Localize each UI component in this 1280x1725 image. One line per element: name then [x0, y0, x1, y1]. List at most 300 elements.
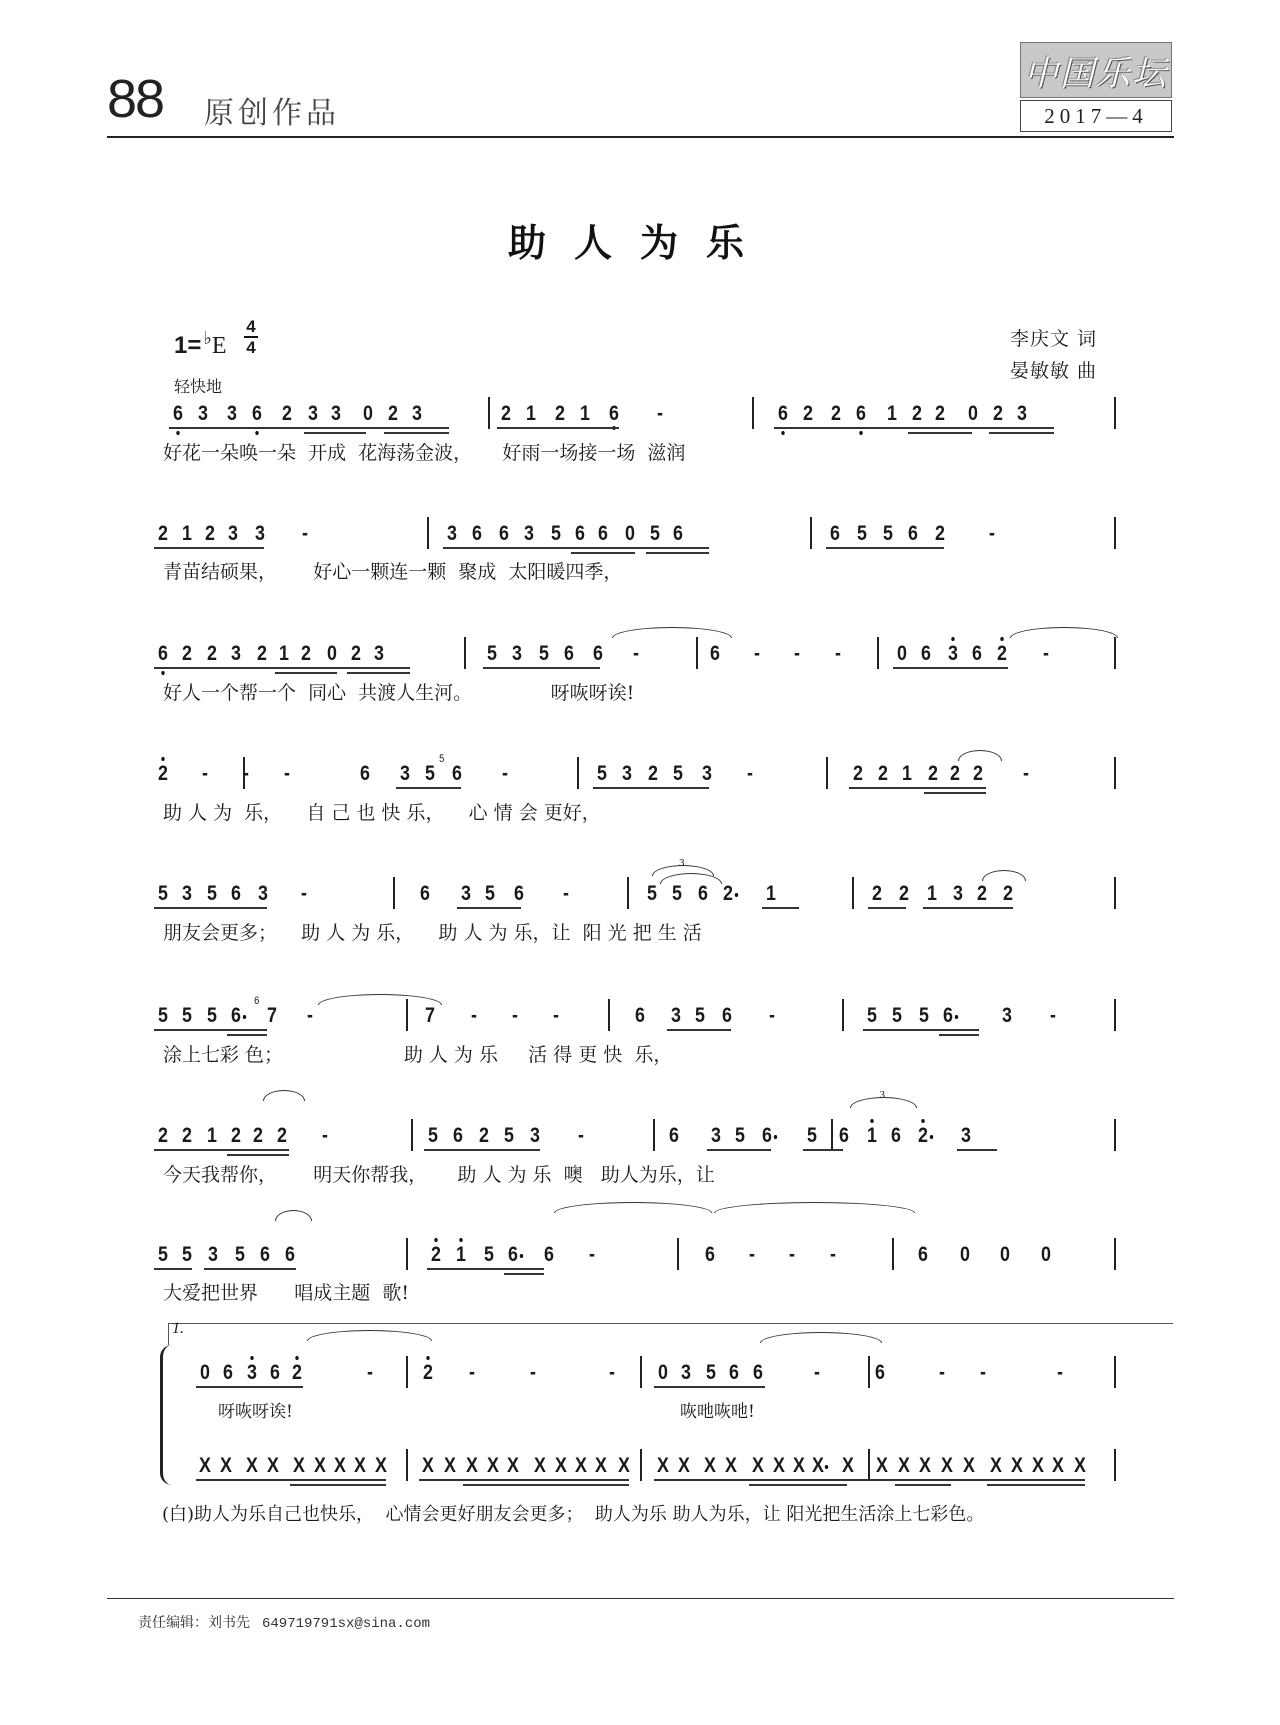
note: [944, 642, 963, 666]
note-glyph: 6: [285, 1243, 295, 1266]
note-glyph: -: [835, 642, 841, 665]
octave-up-dot: [250, 1356, 253, 1360]
note-glyph: 2: [648, 762, 658, 785]
note: [560, 642, 579, 666]
note-glyph: 7: [267, 1004, 277, 1027]
note-glyph: X: [1052, 1454, 1064, 1477]
note: [154, 882, 173, 906]
bar-line: [842, 999, 844, 1031]
bar-line: [1114, 637, 1116, 669]
note: [154, 1124, 173, 1148]
note-glyph: X: [704, 1454, 716, 1477]
note: [421, 1004, 440, 1028]
lyric-line: 大爱把世界 唱成主题 歌!: [163, 1282, 409, 1304]
beam-underline: [644, 787, 709, 789]
rhythm-note: [419, 1454, 438, 1478]
note-glyph: 6: [673, 522, 683, 545]
note-glyph: -: [502, 762, 508, 785]
note-glyph: 6: [173, 402, 183, 425]
note: [719, 882, 738, 906]
note-glyph: -: [322, 1124, 328, 1147]
note-glyph: 5: [892, 1004, 902, 1027]
note: [915, 1004, 934, 1028]
bar-line: [831, 1119, 833, 1151]
octave-down-dot: [781, 431, 784, 435]
note-glyph: 6: [544, 1243, 554, 1266]
sustain-dash: [295, 882, 314, 906]
note: [227, 1124, 246, 1148]
beam-underline-double: [227, 1154, 289, 1156]
note-glyph: 5: [597, 762, 607, 785]
rhythm-note: [484, 1454, 503, 1478]
rhythm-note: [331, 1454, 350, 1478]
note-glyph: 5: [672, 882, 682, 905]
note: [669, 522, 688, 546]
sustain-dash: [808, 1361, 827, 1385]
note: [863, 1004, 882, 1028]
slur-tie: [958, 750, 1002, 761]
note: [874, 762, 893, 786]
beam-underline-double: [895, 1484, 951, 1486]
note: [203, 882, 222, 906]
note: [540, 1243, 559, 1267]
note: [665, 1124, 684, 1148]
note-glyph: 5: [158, 1004, 168, 1027]
note-glyph: 3: [400, 762, 410, 785]
key-equals: =: [187, 332, 202, 359]
note: [669, 762, 688, 786]
note: [917, 642, 936, 666]
note-glyph: 2: [977, 882, 987, 905]
note-glyph: 2: [973, 762, 983, 785]
rhythm-note: [1049, 1454, 1068, 1478]
beam-underline: [359, 427, 449, 429]
note-glyph: 3: [530, 1124, 540, 1147]
note-glyph: 1: [207, 1124, 217, 1147]
note-glyph: -: [989, 522, 995, 545]
note-glyph: 5: [158, 1243, 168, 1266]
rhythm-note: [552, 1454, 571, 1478]
octave-up-dot: [434, 1238, 437, 1242]
note: [946, 762, 965, 786]
note-glyph: 3: [948, 642, 958, 665]
note-glyph: 2: [993, 402, 1003, 425]
rhythm-note: [217, 1454, 236, 1478]
note: [594, 522, 613, 546]
note-glyph: -: [814, 1361, 820, 1384]
note-glyph: 5: [425, 762, 435, 785]
note: [547, 522, 566, 546]
rhythm-note: [572, 1454, 591, 1478]
note: [356, 762, 375, 786]
note: [749, 1361, 768, 1385]
section-title: 原创作品: [204, 96, 340, 131]
bar-line: [608, 999, 610, 1031]
note: [923, 882, 942, 906]
sustain-dash: [361, 1361, 380, 1385]
note-glyph: -: [553, 1004, 559, 1027]
sustain-dash: [301, 1004, 320, 1028]
lyric-line: 助 人 为 乐， 自 己 也 快 乐， 心 情 会 更好，: [163, 802, 601, 824]
note: [254, 882, 273, 906]
rhythm-note: [351, 1454, 370, 1478]
note-glyph: 5: [485, 882, 495, 905]
beam-underline-double: [290, 1484, 386, 1486]
note-glyph: 3: [447, 522, 457, 545]
note: [654, 1361, 673, 1385]
note-glyph: 3: [227, 402, 237, 425]
note-glyph: -: [578, 1124, 584, 1147]
note-glyph: X: [334, 1454, 346, 1477]
note-glyph: 5: [182, 1243, 192, 1266]
note-glyph: 2: [997, 642, 1007, 665]
note-glyph: 3: [953, 882, 963, 905]
slur-tie: [307, 1330, 432, 1341]
note: [888, 1004, 907, 1028]
beam-underline: [667, 1029, 731, 1031]
note-glyph: X: [618, 1454, 630, 1477]
note-glyph: X: [1074, 1454, 1086, 1477]
note-glyph: 2: [158, 1124, 168, 1147]
note-glyph: X: [876, 1454, 888, 1477]
volta-label: 1.: [172, 1320, 184, 1337]
note-glyph: X: [487, 1454, 499, 1477]
note-glyph: -: [563, 882, 569, 905]
note-glyph: 6: [598, 522, 608, 545]
note-glyph: 2: [935, 402, 945, 425]
note: [439, 753, 467, 786]
rhythm-note: [960, 1454, 979, 1478]
note: [707, 1124, 726, 1148]
note: [323, 642, 342, 666]
sustain-dash: [278, 762, 297, 786]
note: [871, 1361, 890, 1385]
note: [887, 1124, 906, 1148]
note-glyph: X: [842, 1454, 854, 1477]
note-glyph: 5: [207, 1004, 217, 1027]
note: [535, 642, 554, 666]
note-glyph: 2: [723, 882, 733, 905]
rhythm-note: [916, 1454, 935, 1478]
note-glyph: X: [199, 1454, 211, 1477]
bar-line: [1114, 1356, 1116, 1388]
sustain-dash: [748, 642, 767, 666]
note: [510, 882, 529, 906]
note: [931, 522, 950, 546]
key-note: E: [211, 333, 227, 359]
note-glyph: X: [990, 1454, 1002, 1477]
note-glyph: -: [789, 1243, 795, 1266]
note-glyph: 6: [943, 1004, 953, 1027]
sustain-dash: [933, 1361, 952, 1385]
note: [266, 1361, 285, 1385]
lyric-line: 涂上七彩 色； 助 人 为 乐 活 得 更 快 乐，: [163, 1044, 673, 1066]
lyric-line: 好人一个帮一个 同心 共渡人生河。 呀咴呀诶!: [163, 682, 635, 704]
octave-down-dot: [176, 431, 179, 435]
magazine-logo: 中国乐坛: [1020, 42, 1172, 98]
octave-up-dot: [951, 637, 954, 641]
bar-line: [406, 1238, 408, 1270]
octave-up-dot: [870, 1119, 873, 1123]
note: [968, 642, 987, 666]
note: [275, 642, 294, 666]
note-glyph: 5: [919, 1004, 929, 1027]
note-glyph: 6: [360, 762, 370, 785]
note-glyph: 6: [908, 522, 918, 545]
note-glyph: 6: [508, 1243, 518, 1266]
note: [178, 1243, 197, 1267]
note-glyph: 2: [479, 1124, 489, 1147]
note-glyph: X: [575, 1454, 587, 1477]
sustain-dash: [583, 1243, 602, 1267]
note: [254, 995, 282, 1028]
note-glyph: 3: [228, 522, 238, 545]
bar-line: [1114, 877, 1116, 909]
note-glyph: -: [301, 882, 307, 905]
note-glyph: -: [284, 762, 290, 785]
bar-line: [1114, 1449, 1116, 1481]
rhythm-note: [441, 1454, 460, 1478]
note-glyph: 6: [698, 882, 708, 905]
note-glyph: 6: [223, 1361, 233, 1384]
note-glyph: X: [422, 1454, 434, 1477]
note: [203, 642, 222, 666]
note: [826, 522, 845, 546]
lyric-line: 今天我帮你， 明天你帮我， 助 人 为 乐 噢 助人为乐，让: [163, 1164, 715, 1186]
bar-line: [640, 1356, 642, 1388]
note-glyph: 2: [431, 1243, 441, 1266]
note: [304, 402, 323, 426]
bar-line: [852, 877, 854, 909]
note-glyph: -: [830, 1243, 836, 1266]
issue-number: 2017—4: [1020, 100, 1172, 132]
bar-line: [577, 757, 579, 789]
note-glyph: 3: [671, 1004, 681, 1027]
note: [500, 1124, 519, 1148]
rhythm-note: [463, 1454, 482, 1478]
beam-underline: [898, 787, 986, 789]
note-glyph: 0: [327, 642, 337, 665]
note-glyph: -: [307, 1004, 313, 1027]
composer-credit: 晏敏敏 曲: [1010, 360, 1098, 382]
note: [526, 1124, 545, 1148]
note-glyph: X: [293, 1454, 305, 1477]
note-glyph: 6: [260, 1243, 270, 1266]
note-glyph: -: [202, 762, 208, 785]
note-glyph: 6: [729, 1361, 739, 1384]
note: [370, 642, 389, 666]
rhythm-note: [895, 1454, 914, 1478]
rhythm-note: [654, 1454, 673, 1478]
sustain-dash: [547, 1004, 566, 1028]
note-glyph: 3: [681, 1361, 691, 1384]
note: [914, 1124, 933, 1148]
rhythm-note: [701, 1454, 720, 1478]
note-glyph: -: [980, 1361, 986, 1384]
note: [827, 402, 846, 426]
note: [396, 762, 415, 786]
slur-tie: [982, 870, 1026, 881]
note-glyph: X: [466, 1454, 478, 1477]
note-glyph: 5: [235, 1243, 245, 1266]
bar-line: [464, 637, 466, 669]
note: [725, 1361, 744, 1385]
sustain-dash: [783, 1243, 802, 1267]
beam-underline-double: [275, 672, 337, 674]
note-glyph: 2: [803, 402, 813, 425]
note-glyph: 6: [472, 522, 482, 545]
octave-up-dot: [1000, 637, 1003, 641]
note-glyph: 2: [158, 762, 168, 785]
note-glyph: X: [354, 1454, 366, 1477]
note: [893, 642, 912, 666]
note: [227, 1004, 246, 1028]
note-glyph: 6: [918, 1243, 928, 1266]
octave-down-dot: [161, 671, 164, 675]
note: [957, 1124, 976, 1148]
note-glyph: 3: [461, 882, 471, 905]
note-glyph: 5: [883, 522, 893, 545]
sustain-dash: [743, 1243, 762, 1267]
note-glyph: 3: [524, 522, 534, 545]
note-glyph: X: [773, 1454, 785, 1477]
sustain-dash: [651, 402, 670, 426]
note-glyph: 7: [425, 1004, 435, 1027]
note: [281, 1243, 300, 1267]
note: [883, 402, 902, 426]
beam-underline: [803, 1149, 843, 1151]
sustain-dash: [296, 522, 315, 546]
sustain-dash: [237, 762, 256, 786]
beam-underline-double: [571, 552, 635, 554]
slur-tie: [612, 627, 732, 638]
note: [589, 642, 608, 666]
augmentation-dot: [520, 1254, 523, 1258]
note-glyph: 2: [918, 1124, 928, 1147]
note-glyph: 2: [950, 762, 960, 785]
sustain-dash: [316, 1124, 335, 1148]
spoken-text: (白)助人为乐自己也快乐， 心情会更好朋友会更多； 助人为乐 助人为乐，让 阳光把生活涂上七彩色。: [162, 1504, 985, 1525]
beam-underline: [944, 667, 1008, 669]
lyric-line: 青苗结硕果， 好心一颗连一颗 聚成 太阳暖四季，: [163, 561, 623, 583]
note: [481, 882, 500, 906]
note: [178, 642, 197, 666]
bar-line: [1114, 757, 1116, 789]
key-tonic: 1: [174, 332, 188, 359]
note-glyph: -: [1043, 642, 1049, 665]
bar-line: [1114, 1119, 1116, 1151]
rhythm-note: [839, 1454, 858, 1478]
note: [468, 522, 487, 546]
bar-line: [1114, 999, 1116, 1031]
lyric-line: 朋友会更多； 助 人 为 乐， 助 人 为 乐，让 阳 光 把 生 活: [163, 922, 702, 944]
time-bottom: 4: [246, 338, 256, 357]
note: [273, 1124, 292, 1148]
rhythm-note: [372, 1454, 391, 1478]
note-glyph: 2: [257, 642, 267, 665]
note-glyph: 1: [927, 882, 937, 905]
beam-underline: [154, 1268, 192, 1270]
note: [154, 642, 173, 666]
note-glyph: X: [267, 1454, 279, 1477]
note-glyph: 0: [363, 402, 373, 425]
note-glyph: 3: [1017, 402, 1027, 425]
note: [227, 882, 246, 906]
note-glyph: 2: [205, 522, 215, 545]
note: [178, 1004, 197, 1028]
note: [758, 1124, 777, 1148]
note: [799, 402, 818, 426]
note: [895, 882, 914, 906]
note-glyph: 5: [706, 1361, 716, 1384]
note-glyph: 3: [182, 882, 192, 905]
rhythm-note: [1029, 1454, 1048, 1478]
rhythm-note: [938, 1454, 957, 1478]
bar-line: [752, 397, 754, 429]
rhythm-note: [675, 1454, 694, 1478]
triplet-number: 3: [879, 1089, 885, 1101]
note: [863, 1124, 882, 1148]
note: [278, 402, 297, 426]
note-glyph: 1: [182, 522, 192, 545]
note-glyph: 3: [711, 1124, 721, 1147]
editor-name: 责任编辑：刘书先: [138, 1615, 250, 1631]
beam-underline: [203, 1149, 289, 1151]
bar-line: [427, 517, 429, 549]
flat-icon: ♭: [203, 328, 212, 348]
note-glyph: 6: [514, 882, 524, 905]
note-glyph: 6: [839, 1124, 849, 1147]
note-glyph: X: [725, 1454, 737, 1477]
note-glyph: X: [963, 1454, 975, 1477]
note: [223, 402, 242, 426]
editor-email: 649719791sx@sina.com: [262, 1616, 431, 1632]
note: [504, 1243, 523, 1267]
note-glyph: 2: [388, 402, 398, 425]
note: [718, 1004, 737, 1028]
bar-line: [677, 1238, 679, 1270]
page-number: 88: [107, 69, 164, 129]
note: [706, 642, 725, 666]
note-glyph: -: [243, 762, 249, 785]
bar-line: [1114, 397, 1116, 429]
beam-underline-double: [227, 1034, 267, 1036]
bar-line: [406, 1449, 408, 1481]
note: [297, 642, 316, 666]
note-glyph: 5: [428, 1124, 438, 1147]
beam-underline-double: [304, 432, 366, 434]
note: [508, 642, 527, 666]
note-glyph: 5: [487, 642, 497, 665]
note: [973, 882, 992, 906]
beam-underline: [290, 1479, 386, 1481]
note-glyph: -: [633, 642, 639, 665]
note-glyph: 2: [912, 402, 922, 425]
beam-underline-double: [531, 1484, 629, 1486]
note-glyph: -: [530, 1361, 536, 1384]
note: [203, 1004, 222, 1028]
note: [424, 1124, 443, 1148]
coda-lyric-1: 呀咴呀诶!: [218, 1402, 293, 1422]
sustain-dash: [829, 642, 848, 666]
triplet-number: 3: [679, 857, 685, 869]
bar-line: [406, 1356, 408, 1388]
note-glyph: X: [678, 1454, 690, 1477]
song-title: 助人为乐: [507, 220, 772, 265]
note-glyph: X: [507, 1454, 519, 1477]
octave-up-dot: [426, 1356, 429, 1360]
note: [419, 1361, 438, 1385]
